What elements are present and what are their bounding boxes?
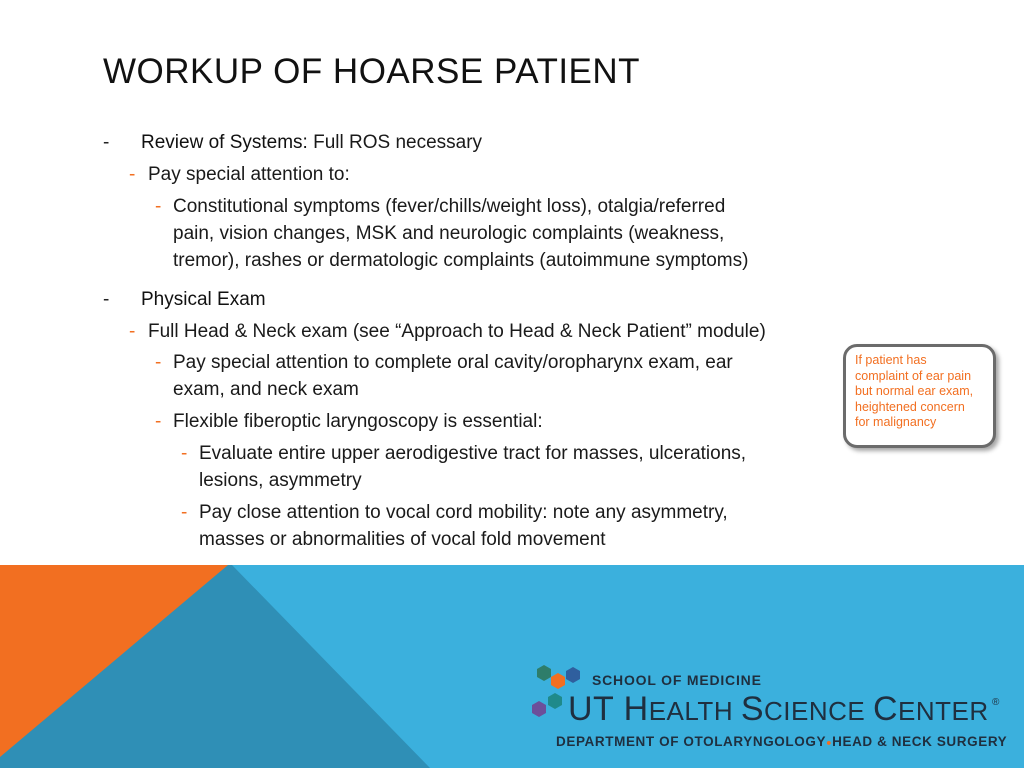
logo-dept-left: DEPARTMENT OF OTOLARYNGOLOGY	[556, 734, 827, 749]
logo-main-smallcaps: EALTH	[648, 696, 741, 726]
callout-line: but normal ear exam,	[855, 384, 974, 398]
sub-bullet-text: Evaluate entire upper aerodigestive tract for masses, ulcerations,	[199, 443, 747, 464]
logo-dept-right: HEAD & NECK SURGERY	[832, 734, 1008, 749]
logo-main-text: C	[872, 690, 899, 728]
logo-main-text: UT H	[568, 690, 649, 728]
registered-mark: ®	[992, 697, 1000, 708]
bullet-heading: Review of Systems:	[141, 132, 308, 153]
logo-ut-health-science-center	[568, 690, 989, 729]
bullet-marker: -	[103, 132, 110, 153]
callout-line: If patient has	[855, 353, 927, 367]
sub-bullet-text: Pay special attention to complete oral cavity/oropharynx exam, ear	[173, 352, 733, 373]
hex-orange	[551, 673, 565, 689]
bullet-review-of-systems	[141, 129, 482, 156]
hex-blue	[566, 667, 580, 683]
sub-bullet-text: Pay close attention to vocal cord mobility: note any asymmetry,	[199, 502, 728, 523]
sub-bullet-marker: -	[129, 321, 136, 342]
sub-bullet-text: lesions, asymmetry	[199, 470, 362, 491]
sub-bullet-text: tremor), rashes or dermatologic complaints (autoimmune symptoms)	[173, 250, 749, 271]
logo-school-of-medicine: SCHOOL OF MEDICINE	[592, 672, 762, 688]
logo-main-text: S	[740, 690, 765, 728]
sub-bullet-text: pain, vision changes, MSK and neurologic complaints (weakness,	[173, 223, 725, 244]
sub-bullet-text: Pay special attention to:	[148, 164, 350, 185]
sub-bullet-marker: -	[155, 352, 162, 373]
bullet-marker: -	[103, 289, 110, 310]
callout-line: for malignancy	[855, 415, 937, 429]
hex-teal	[548, 693, 562, 709]
slide-title: WORKUP OF HOARSE PATIENT	[103, 52, 641, 91]
sub-bullet-marker: -	[129, 164, 136, 185]
sub-bullet-marker: -	[181, 502, 188, 523]
logo-main-smallcaps: ENTER	[898, 696, 989, 726]
hex-purple	[532, 701, 546, 717]
sub-bullet-marker: -	[155, 411, 162, 432]
sub-bullet-text: masses or abnormalities of vocal fold movement	[199, 529, 606, 550]
sub-bullet-text: Full Head & Neck exam (see “Approach to Head & Neck Patient” module)	[148, 321, 766, 342]
hex-green	[537, 665, 551, 681]
callout-line: heightened concern	[855, 399, 965, 414]
callout-box	[843, 344, 996, 448]
logo-main-smallcaps: CIENCE	[764, 696, 873, 726]
logo-dept-separator-icon: ●	[826, 737, 833, 748]
sub-bullet-text: exam, and neck exam	[173, 379, 359, 400]
logo-department	[556, 734, 1007, 749]
bullet-text: Full ROS necessary	[307, 132, 483, 153]
callout-line: complaint of ear pain	[855, 368, 972, 383]
sub-bullet-text: Constitutional symptoms (fever/chills/weight loss), otalgia/referred	[173, 196, 726, 217]
sub-bullet-text: Flexible fiberoptic laryngoscopy is essential:	[173, 411, 543, 432]
sub-bullet-marker: -	[181, 443, 188, 464]
bullet-heading: Physical Exam	[141, 289, 266, 310]
sub-bullet-marker: -	[155, 196, 162, 217]
